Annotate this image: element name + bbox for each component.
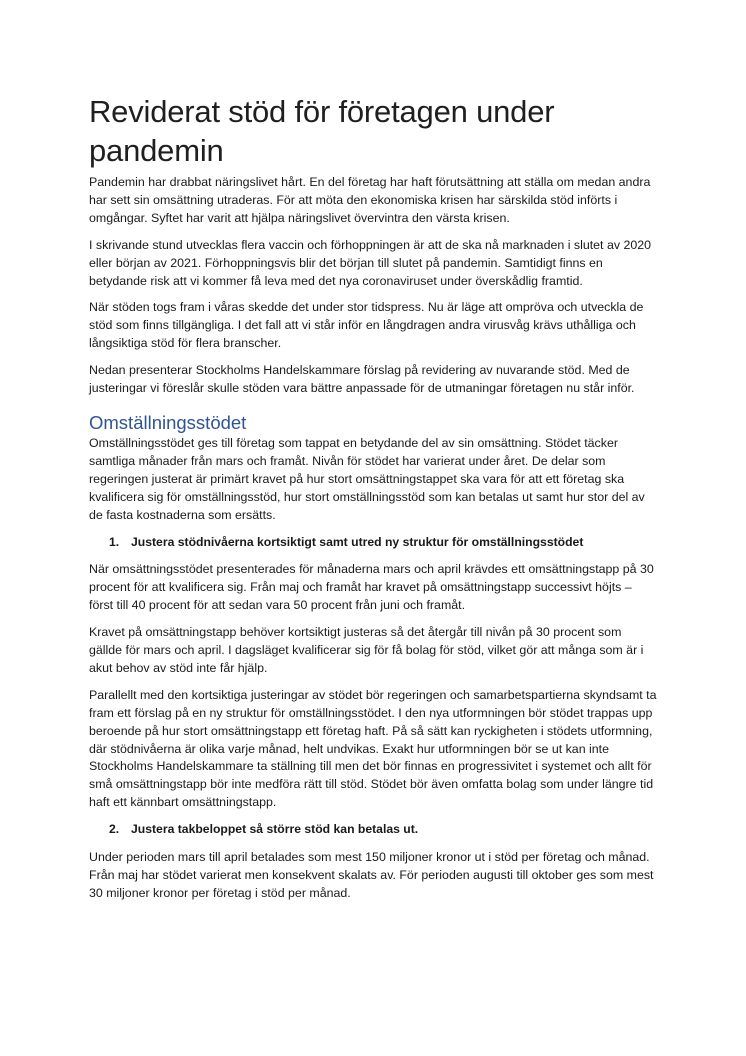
item-paragraph: När omsättningsstödet presenterades för månaderna mars och april krävdes ett omsättningstapp på 30 procent för att kvalificera sig. Från maj och framåt har kravet på omsättningstapp successivt höjts – först till 40 procent för att sedan vara 50 procent från juni och framåt. bbox=[89, 562, 654, 613]
intro-paragraph: I skrivande stund utvecklas flera vaccin och förhoppningen är att de ska nå marknaden i slutet av 2020 eller början av 2021. Förhoppningsvis blir det början till slutet på pandemin. Samtidigt finns en betydande risk att vi kommer få leva med det nya coronaviruset under överskådlig framtid. bbox=[89, 237, 652, 288]
intro-paragraph: Pandemin har drabbat näringslivet hårt. En del företag har haft förutsättning att ställa om medan andra har sett sin omsättning utraderas. För att möta den ekonomiska krisen har särskilda stöd införts i omgångar. Syftet har varit att hjälpa näringslivet övervintra den värsta krisen. bbox=[89, 175, 651, 225]
intro-paragraph: När stöden togs fram i våras skedde det under stor tidspress. Nu är läge att ompröva och utveckla de stöd som finns tillgängliga. I det fall att vi står inför en långdragen andra virusvåg krävs uthålliga och långsiktiga stöd för flera branscher. bbox=[89, 300, 644, 351]
numbered-item-title bbox=[89, 534, 657, 552]
item-number: 2. bbox=[109, 822, 120, 837]
item-paragraph: Parallellt med den kortsiktiga justeringar av stödet bör regeringen och samarbetspartierna skyndsamt ta fram ett förslag på en ny struktur för omställningsstödet. I den nya utformningen bör stödet trappas upp beroende på hur stort omsättningstapp ett företag haft. På så sätt kan ryckigheten i stödets utformning, där stödnivåerna är olika varje månad, helt undvikas. Exakt hur utformningen bör se ut kan inte Stockholms Handelskammare ta ställning till men det bör finnas en progressivitet i systemet och allt för små omsättningstapp bör inte medföra rätt till stöd. Stödet bör även omfatta bolag som under längre tid haft ett kännbart omsättningstapp. bbox=[89, 687, 657, 810]
numbered-item-title bbox=[89, 821, 657, 839]
item-title: Justera takbeloppet så större stöd kan betalas ut. bbox=[131, 822, 419, 837]
item-title: Justera stödnivåerna kortsiktigt samt utred ny struktur för omställningsstödet bbox=[131, 534, 584, 549]
document-body bbox=[89, 92, 657, 912]
item-number: 1. bbox=[109, 534, 120, 549]
intro-paragraph: Nedan presenterar Stockholms Handelskammare förslag på revidering av nuvarande stöd. Med de justeringar vi föreslår skulle stöden vara bättre anpassade för de utmaningar företagen nu står inför. bbox=[89, 363, 635, 396]
item-paragraph: Under perioden mars till april betalades som mest 150 miljoner kronor ut i stöd per företag och månad. Från maj har stödet varierat men konsekvent skalats av. För perioden augusti till oktober ges som mest 30 miljoner kronor per företag i stöd per månad. bbox=[89, 850, 654, 900]
item-paragraph: Kravet på omsättningstapp behöver kortsiktigt justeras så det återgår till nivån på 30 procent som gällde för mars och april. I dagsläget kvalificerar sig för få bolag för stöd, vilket gör att många som är i akut behov av stöd inte får hjälp. bbox=[89, 625, 644, 675]
numbered-item bbox=[89, 821, 657, 839]
document-title: Reviderat stöd för företagen under pandemin bbox=[89, 94, 555, 168]
section-paragraph: Omställningsstödet ges till företag som tappat en betydande del av sin omsättning. Stödet täcker samtliga månader från mars och framåt. Nivån för stödet har varierat under året. De delar som regeringen justerat är primärt kravet på hur stort omsättningstappet ska vara för att ett företag ska kvalificera sig för omställningsstöd, hur stort omställningsstöd som kan betalas ut samt hur stor del av de fasta kostnaderna som ersätts. bbox=[89, 435, 645, 522]
numbered-item bbox=[89, 534, 657, 552]
section-heading: Omställningsstödet bbox=[89, 411, 247, 433]
